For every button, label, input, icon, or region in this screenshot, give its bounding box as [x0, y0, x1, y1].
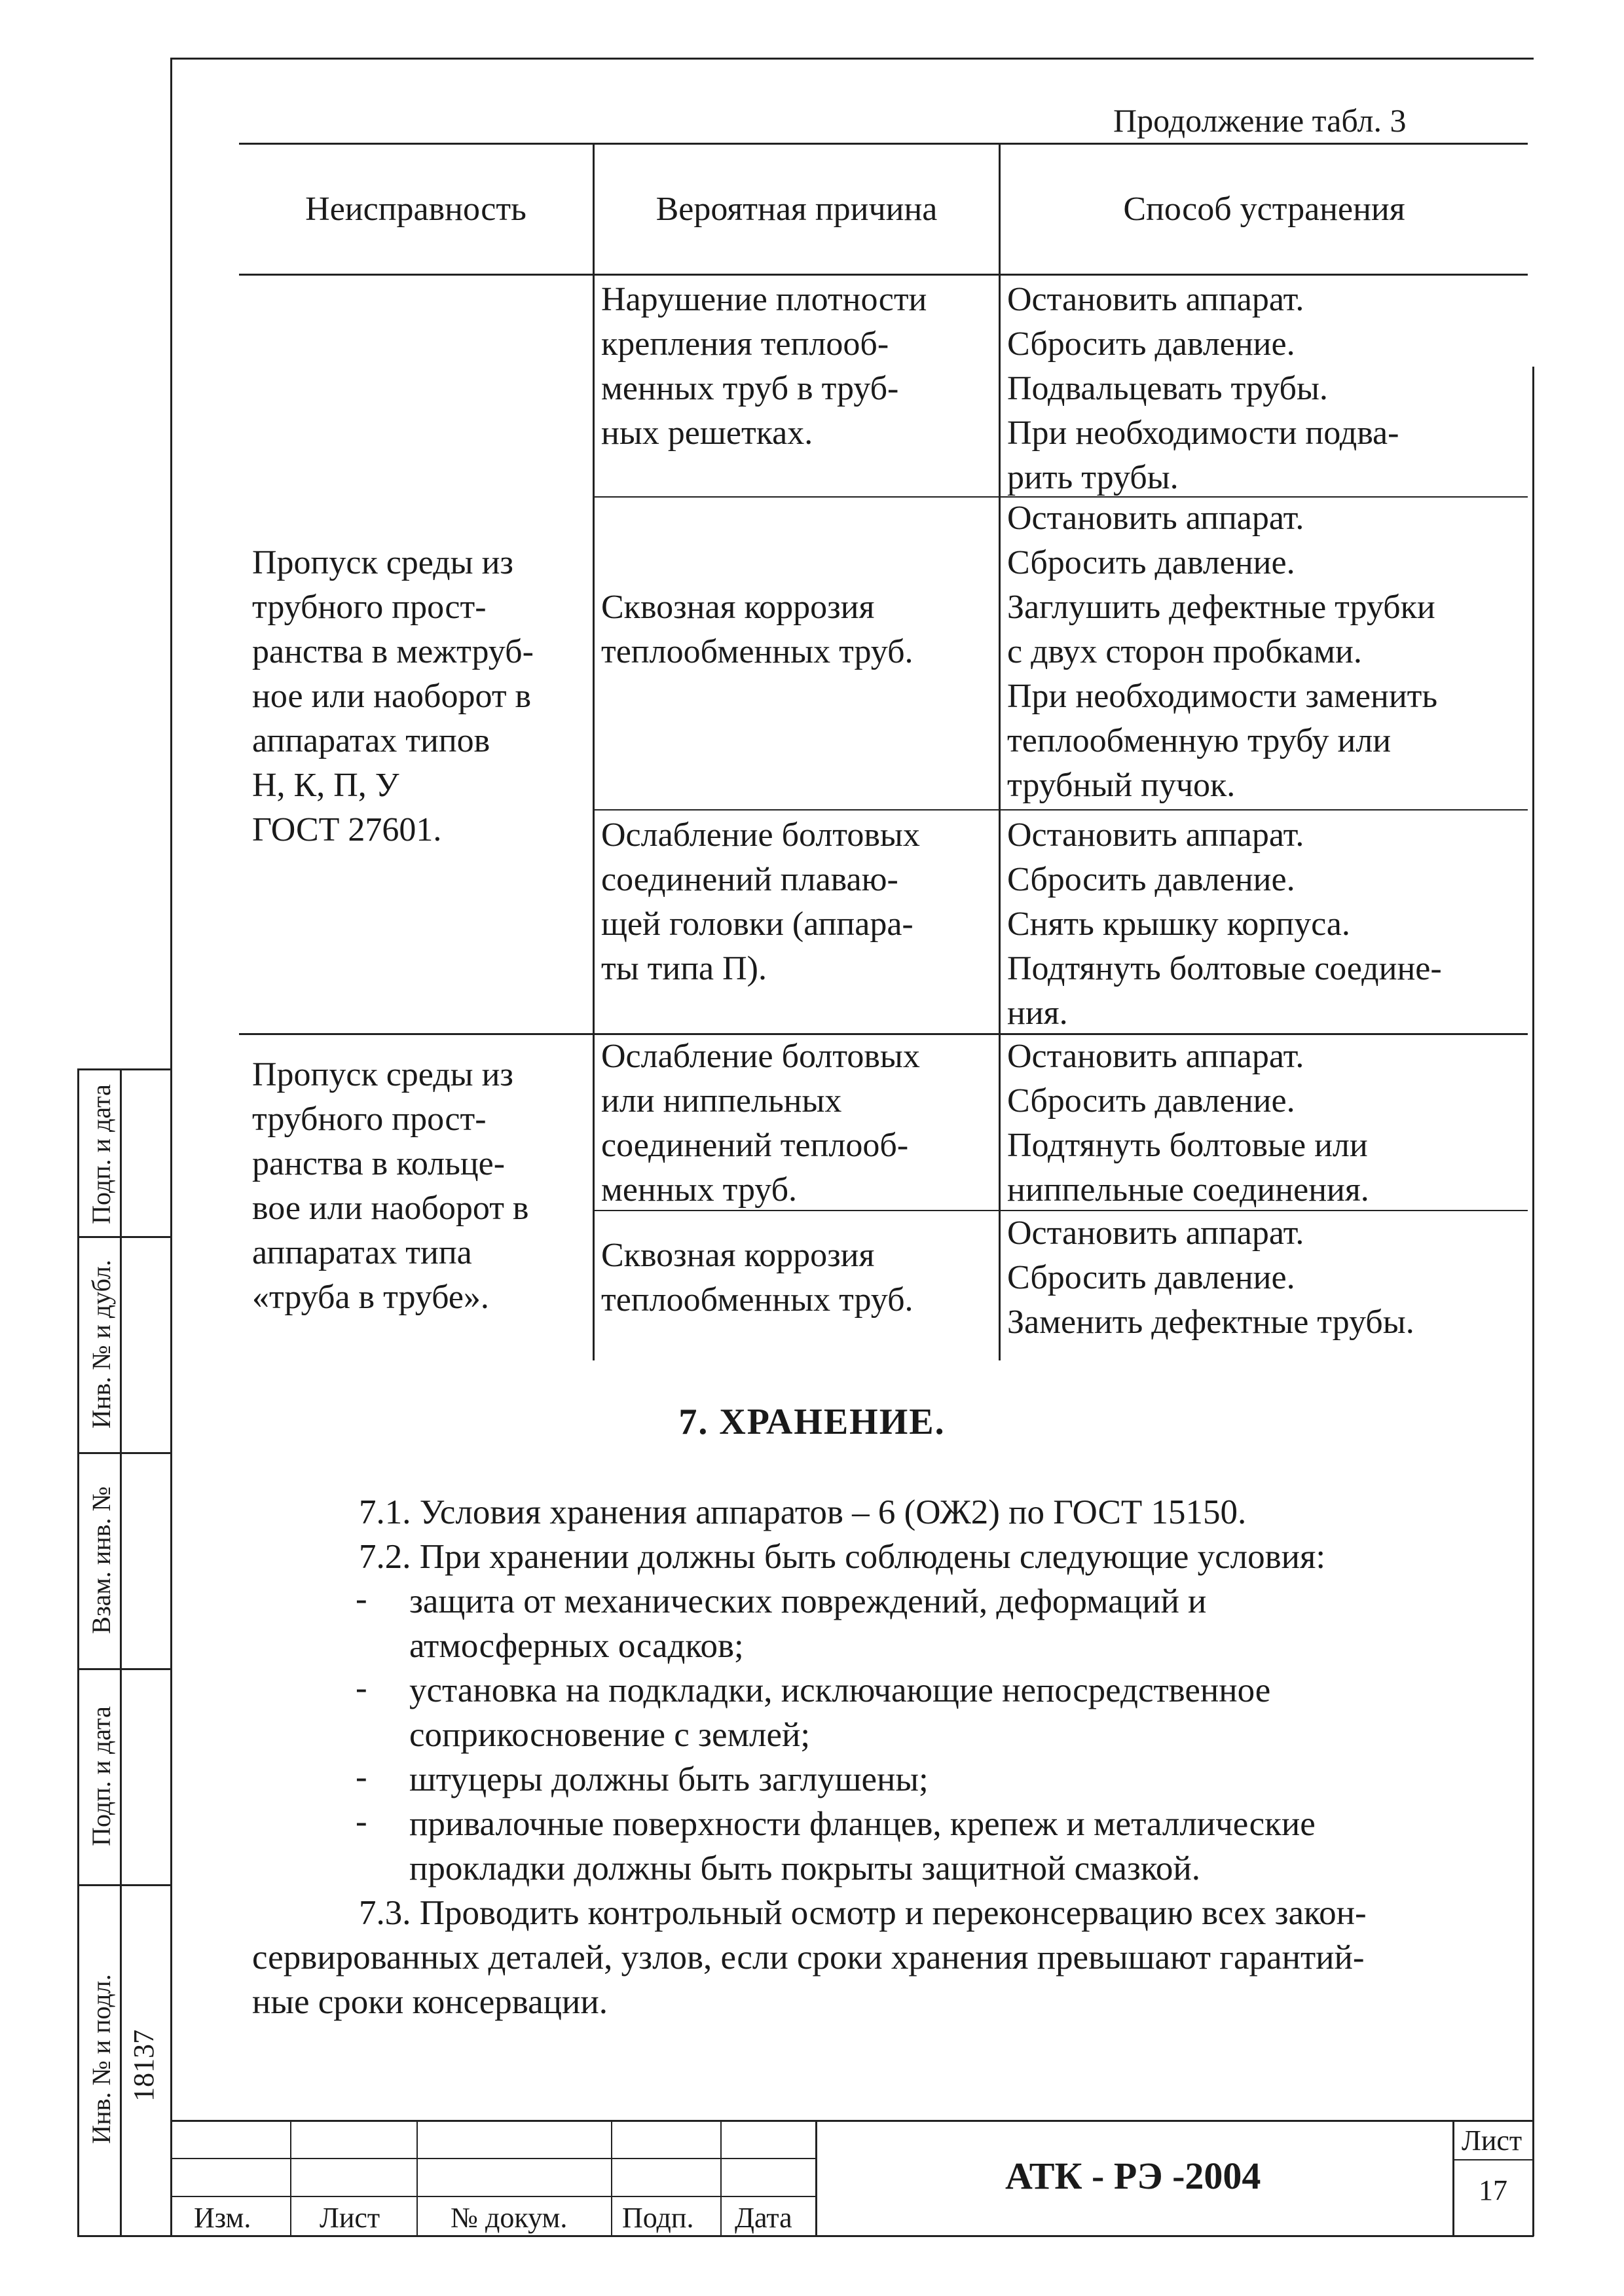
paragraph-7-2: 7.2. При хранении должны быть соблюдены следующие условия: — [359, 1538, 1326, 1576]
bullet-1 — [409, 1579, 1206, 1668]
fault-line: аппаратах типа — [252, 1234, 472, 1271]
stamp-label-sign-date-2: Подп. и дата — [86, 1706, 116, 1846]
title-block-col-5 — [815, 2120, 817, 2236]
row1-cause — [601, 278, 927, 456]
paragraph-line: сервированных деталей, узлов, если сроки хранения превышают гарантий- — [252, 1939, 1365, 1977]
row-divider-2 — [593, 809, 1528, 811]
header-remedy: Способ устранения — [1123, 191, 1405, 228]
stamp-label-inv-dup: Инв. № и дубл. — [86, 1260, 116, 1429]
stamp-left — [77, 1068, 79, 2237]
paragraph-line: 7.3. Проводить контрольный осмотр и переконсервацию всех закон- — [359, 1894, 1367, 1932]
cause-line: Ослабление болтовых — [601, 1038, 920, 1075]
sheet-box-mid — [1452, 2159, 1534, 2160]
col-label-sheet: Лист — [320, 2202, 380, 2234]
cause-line: Ослабление болтовых — [601, 816, 920, 854]
cause-line: или ниппельных — [601, 1082, 842, 1120]
stamp-inv-number: 18137 — [128, 2030, 160, 2102]
col-label-date: Дата — [735, 2202, 792, 2234]
remedy-line: При необходимости подва- — [1007, 414, 1399, 452]
sheet-box-left — [1452, 2120, 1454, 2236]
paragraph-line: ные сроки консервации. — [252, 1983, 608, 2021]
stamp-sep-4 — [77, 1884, 172, 1886]
table-header-line — [239, 274, 1528, 276]
group1-fault — [252, 541, 534, 852]
stamp-mid — [120, 1068, 122, 2237]
row3-cause — [601, 813, 920, 991]
cause-line: ных решетках. — [601, 414, 813, 452]
stamp-sep-2 — [77, 1452, 172, 1454]
remedy-line: Сбросить давление. — [1007, 544, 1295, 581]
remedy-line: Остановить аппарат. — [1007, 500, 1304, 537]
table-col-divider-1 — [593, 143, 595, 1360]
header-cause: Вероятная причина — [655, 191, 938, 228]
frame-right — [1532, 367, 1534, 2236]
frame-top — [170, 58, 1534, 60]
title-block-row-1 — [170, 2158, 815, 2159]
bullet-line: соприкосновение с землей; — [409, 1716, 811, 1754]
cause-line: соединений теплооб- — [601, 1127, 909, 1164]
remedy-line: трубный пучок. — [1007, 767, 1236, 804]
bullet-line: установка на подкладки, исключающие непосредственное — [409, 1671, 1271, 1709]
fault-line: трубного прост- — [252, 589, 487, 626]
fault-line: ранства в кольце- — [252, 1145, 506, 1182]
remedy-line: Заменить дефектные трубы. — [1007, 1303, 1414, 1341]
cause-line: теплообменных труб. — [601, 1281, 913, 1319]
bullet-line: атмосферных осадков; — [409, 1627, 744, 1665]
remedy-line: Подвальцевать трубы. — [1007, 370, 1328, 407]
cause-line: Сквозная коррозия — [601, 1237, 875, 1274]
stamp-label-replace-inv: Взам. инв. № — [86, 1486, 116, 1634]
remedy-line: Заглушить дефектные трубки — [1007, 589, 1435, 626]
remedy-line: рить трубы. — [1007, 459, 1179, 496]
title-block-col-2 — [416, 2120, 418, 2236]
remedy-line: Сбросить давление. — [1007, 1082, 1295, 1120]
title-block-col-3 — [611, 2120, 612, 2236]
row2-cause — [601, 585, 913, 674]
stamp-top — [77, 1068, 172, 1070]
col-label-doc-number: № докум. — [451, 2202, 568, 2234]
frame-left — [170, 58, 172, 2236]
remedy-line: Сбросить давление. — [1007, 325, 1295, 363]
bullet-dash: - — [356, 1758, 367, 1796]
bullet-line: штуцеры должны быть заглушены; — [409, 1760, 929, 1798]
bullet-dash: - — [356, 1580, 367, 1618]
row4-cause — [601, 1034, 920, 1212]
bullet-line: привалочные поверхности фланцев, крепеж и металлические — [409, 1805, 1316, 1843]
remedy-line: При необходимости заменить — [1007, 678, 1438, 715]
row1-remedy — [1007, 278, 1399, 500]
sheet-label: Лист — [1462, 2124, 1522, 2157]
frame-bottom — [77, 2235, 1534, 2237]
bullet-dash: - — [356, 1802, 367, 1840]
cause-line: ты типа П). — [601, 950, 767, 987]
cause-line: теплообменных труб. — [601, 633, 913, 670]
title-block-col-1 — [290, 2120, 291, 2236]
bullet-4 — [409, 1802, 1316, 1891]
bullet-line: защита от механических повреждений, деформаций и — [409, 1582, 1207, 1620]
title-block-top — [170, 2120, 1534, 2122]
stamp-sep-3 — [77, 1668, 172, 1670]
row5-cause — [601, 1233, 913, 1322]
title-block-col-4 — [720, 2120, 722, 2236]
remedy-line: теплообменную трубу или — [1007, 722, 1392, 759]
remedy-line: Остановить аппарат. — [1007, 816, 1304, 854]
remedy-line: ниппельные соединения. — [1007, 1171, 1369, 1209]
remedy-line: Остановить аппарат. — [1007, 1038, 1304, 1075]
cause-line: менных труб в труб- — [601, 370, 899, 407]
bullet-line: прокладки должны быть покрыты защитной смазкой. — [409, 1850, 1200, 1887]
cause-line: менных труб. — [601, 1171, 798, 1209]
stamp-label-inv-orig: Инв. № и подл. — [86, 1974, 116, 2144]
remedy-line: ния. — [1007, 994, 1068, 1032]
fault-line: Пропуск среды из — [252, 544, 513, 581]
remedy-line: с двух сторон пробками. — [1007, 633, 1362, 670]
stamp-sep-1 — [77, 1236, 172, 1238]
fault-line: ГОСТ 27601. — [252, 811, 442, 848]
fault-line: аппаратах типов — [252, 722, 490, 759]
col-label-change: Изм. — [194, 2202, 251, 2234]
remedy-line: Подтянуть болтовые или — [1007, 1127, 1368, 1164]
fault-line: ранства в межтруб- — [252, 633, 534, 670]
remedy-line: Остановить аппарат. — [1007, 281, 1304, 318]
bullet-2 — [409, 1668, 1270, 1757]
cause-line: щей головки (аппара- — [601, 905, 913, 943]
remedy-line: Сбросить давление. — [1007, 861, 1295, 898]
cause-line: Сквозная коррозия — [601, 589, 875, 626]
fault-line: «труба в трубе». — [252, 1279, 489, 1316]
remedy-line: Подтянуть болтовые соедине- — [1007, 950, 1442, 987]
table-continuation-label: Продолжение табл. 3 — [1113, 102, 1407, 139]
fault-line: трубного прост- — [252, 1101, 487, 1138]
bullet-dash: - — [356, 1669, 367, 1707]
title-block-row-2 — [170, 2196, 815, 2197]
header-fault: Неисправность — [305, 191, 526, 228]
fault-line: ное или наоборот в — [252, 678, 532, 715]
col-label-signature: Подп. — [622, 2202, 694, 2234]
remedy-line: Остановить аппарат. — [1007, 1214, 1304, 1252]
paragraph-7-1: 7.1. Условия хранения аппаратов – 6 (ОЖ2) по ГОСТ 15150. — [359, 1493, 1247, 1531]
row3-remedy — [1007, 813, 1442, 1036]
fault-line: Н, К, П, У — [252, 767, 399, 804]
fault-line: вое или наоборот в — [252, 1190, 529, 1227]
table-col-divider-2 — [999, 143, 1001, 1360]
bullet-3 — [409, 1757, 929, 1802]
document-code: АТК - РЭ -2004 — [1005, 2155, 1261, 2197]
table-top-line — [239, 143, 1528, 145]
remedy-line: Сбросить давление. — [1007, 1259, 1295, 1296]
remedy-line: Снять крышку корпуса. — [1007, 905, 1350, 943]
fault-line: Пропуск среды из — [252, 1056, 513, 1093]
paragraph-7-3 — [252, 1891, 1367, 2024]
cause-line: крепления теплооб- — [601, 325, 889, 363]
row5-remedy — [1007, 1211, 1414, 1345]
group2-fault — [252, 1053, 528, 1320]
row4-remedy — [1007, 1034, 1369, 1212]
sheet-number: 17 — [1479, 2174, 1507, 2206]
cause-line: соединений плаваю- — [601, 861, 898, 898]
section-heading: 7. ХРАНЕНИЕ. — [678, 1402, 946, 1442]
row2-remedy — [1007, 496, 1437, 808]
cause-line: Нарушение плотности — [601, 281, 927, 318]
stamp-label-sign-date: Подп. и дата — [86, 1084, 116, 1224]
